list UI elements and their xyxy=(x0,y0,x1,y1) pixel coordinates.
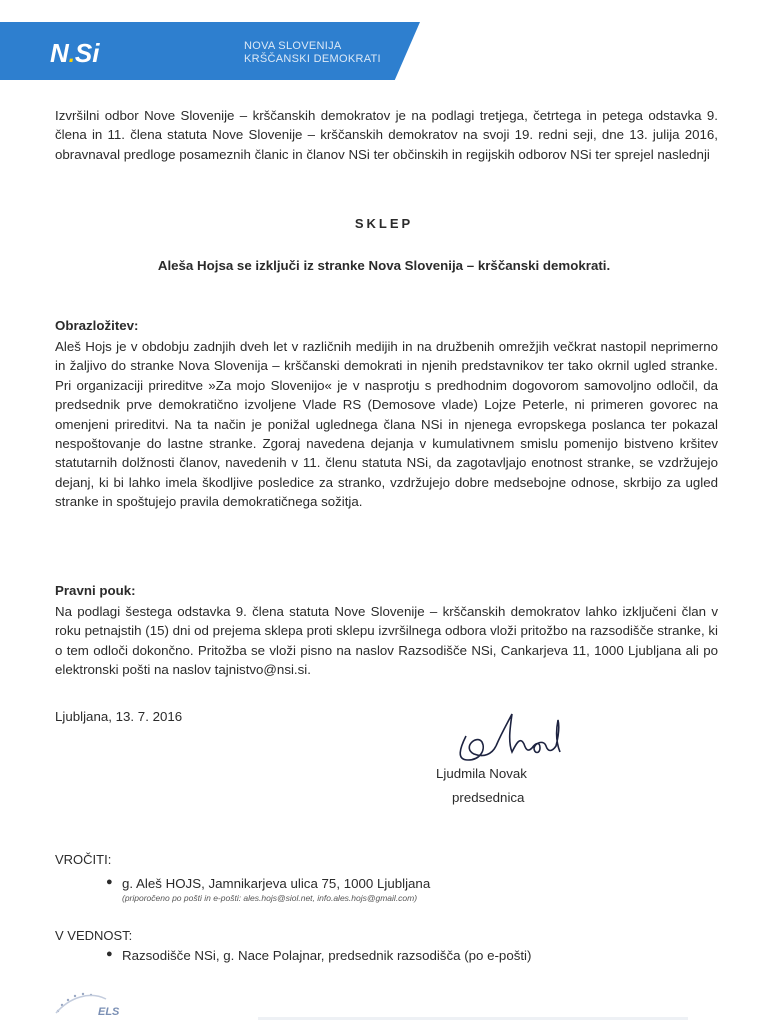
nsi-logo: N.Si xyxy=(50,38,100,68)
reasoning-paragraph: Aleš Hojs je v obdobju zadnjih dveh let v različnih medijih in na družbenih omrežjih večkrat nastopil neprimerno in žaljivo do stranke Nova Slovenija – krščanski demokrati in njenih predstavnikov ter tako okrnil ugled stranke. Pri organizaciji prireditve »Za mojo Slovenijo« je v nasprotju s predhodnim dogovorom samovoljno odločil, da predsednik prve demokratično izvoljene Vlade RS (Demosove vlade) Lojze Peterle, ni primeren govorec na omenjeni prireditvi. Na ta način je ponižal uglednega člana NSi in njenega evropskega poslanca ter pokazal nespoštovanje do lastne stranke. Zgoraj navedena dejanja v kumulativnem smislu pomenijo bistveno kršitev statutarnih dolžnosti članov, navedenih v 11. členu statuta NSi, da zagotavljajo enotnost stranke, se vzdržujejo dejanj, ki bi lahko imela škodljive posledice za stranko, vzdržujejo dobre medsebojne odnose, skrbijo za ugled stranke in spoštujejo pravila demokratičnega sožitja. xyxy=(55,339,718,510)
signer-name: Ljudmila Novak xyxy=(436,766,527,781)
info-item: ● Razsodišče NSi, g. Nace Polajnar, predsednik razsodišča (po e-pošti) xyxy=(106,948,532,963)
reasoning-heading: Obrazložitev: xyxy=(55,318,139,333)
deliver-heading: VROČITI: xyxy=(55,852,112,867)
deliver-item: ● g. Aleš HOJS, Jamnikarjeva ulica 75, 1000 Ljubljana xyxy=(106,876,431,891)
intro-paragraph: Izvršilni odbor Nove Slovenije – krščanskih demokratov je na podlagi tretjega, četrtega in petega odstavka 9. člena in 11. člena statuta Nove Slovenije – krščanskih demokratov na svoji 19. redni seji, dne 13. julija 2016, obravnaval predloge posameznih članic in članov NSi ter občinskih in regijskih odborov NSi ter sprejel naslednji xyxy=(55,108,718,162)
bullet-icon: ● xyxy=(106,948,113,960)
party-name: NOVA SLOVENIJA KRŠČANSKI DEMOKRATI xyxy=(244,40,381,65)
legal-notice-paragraph: Na podlagi šestega odstavka 9. člena statuta Nove Slovenije – krščanskih demokratov lahko izključeni član v roku petnajstih (15) dni od prejema sklepa proti sklepu izvršilnega odbora vloži pritožbo na razsodišče stranke, ki o tem odloči dokončno. Pritožba se vloži pisno na naslov Razsodišče NSi, Cankarjeva 11, 1000 Ljubljana ali po elektronski pošti na naslov tajnistvo@nsi.si. xyxy=(55,604,718,678)
decision-statement: Aleša Hojsa se izključi iz stranke Nova Slovenija – krščanski demokrati. xyxy=(157,258,611,273)
document-title: SKLEP xyxy=(354,216,414,231)
info-heading: V VEDNOST: xyxy=(55,928,133,943)
handwritten-signature xyxy=(452,708,572,770)
footer-line xyxy=(258,1017,688,1020)
place-date: Ljubljana, 13. 7. 2016 xyxy=(55,709,183,724)
legal-notice-heading: Pravni pouk: xyxy=(55,583,136,598)
els-logo-text: ELS xyxy=(98,1006,120,1018)
bullet-icon: ● xyxy=(106,876,113,888)
signer-title: predsednica xyxy=(452,790,525,805)
deliver-item-note: (priporočeno po pošti in e-pošti: ales.hojs@siol.net, info.ales.hojs@gmail.com) xyxy=(122,893,418,903)
